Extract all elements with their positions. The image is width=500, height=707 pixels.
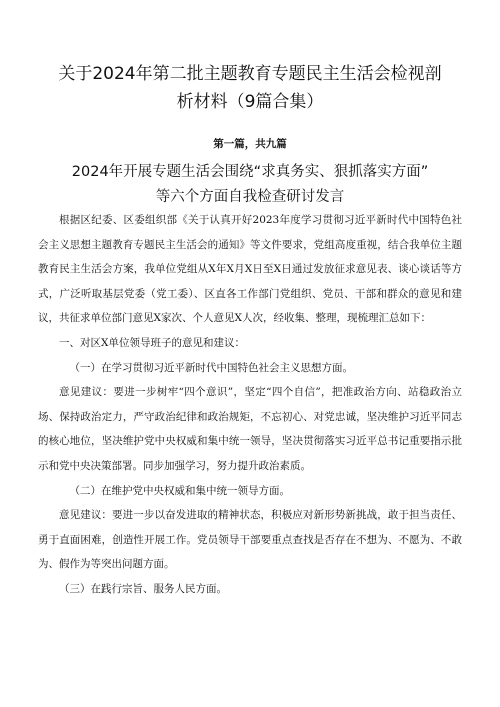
section-heading-1: 一、对区X单位领导班子的意见和建议： [59,336,245,349]
article-title [40,160,460,210]
subsection-heading-1: （一）在学习贯彻习近平新时代中国特色社会主义思想方面。 [69,361,353,374]
document-title [40,60,460,116]
subsection-heading-2: （二）在维护党中央权威和集中统一领导方面。 [69,484,290,497]
article-title-line-1: 2024年开展专题生活会围绕“求真务实、狠抓落实方面” [71,164,429,180]
part-label: 第一篇，共九篇 [213,138,287,150]
document-title-line-1: 关于2024年第二批主题教育专题民主生活会检视剖 [58,64,442,84]
subsection-heading-3: （三）在践行宗旨、服务人民方面。 [59,582,227,595]
suggestion-paragraph-1: 意见建议：要进一步树牢“四个意识”，坚定“四个自信”，把准政治方向、站稳政治立场、保持政治定力，严守政治纪律和政治规矩，不忘初心、对党忠诚，坚决维护习近平同志的核心地位，坚决维护党中央权威和集中统一领导，坚决贯彻落实习近平总书记重要指示批示和党中央决策部署。同步加强学习，努力提升政治素质。 [38,386,462,472]
body-text [38,208,462,602]
document-title-line-2: 析材料（9篇合集） [176,92,324,112]
suggestion-paragraph-2: 意见建议：要进一步以奋发进取的精神状态，积极应对新形势新挑战，敢于担当责任、勇于直面困难，创造性开展工作。党员领导干部要重点查找是否存在不想为、不愿为、不敢为、假作为等突出问题方面。 [38,509,462,571]
intro-paragraph: 根据区纪委、区委组织部《关于认真开好2023年度学习贯彻习近平新时代中国特色社会主义思想主题教育专题民主生活会的通知》等文件要求，党组高度重视，结合我单位主题教育民主生活会方案，我单位党组从X年X月X日至X日通过发放征求意见表、谈心谈话等方式，广泛听取基层党委（党工委）、区直各工作部门党组织、党员、干部和群众的意见和建议，共征求单位部门意见X家次、个人意见X人次，经收集、整理，现梳理汇总如下： [38,214,462,325]
article-title-line-2: 等六个方面自我检查研讨发言 [155,189,345,205]
